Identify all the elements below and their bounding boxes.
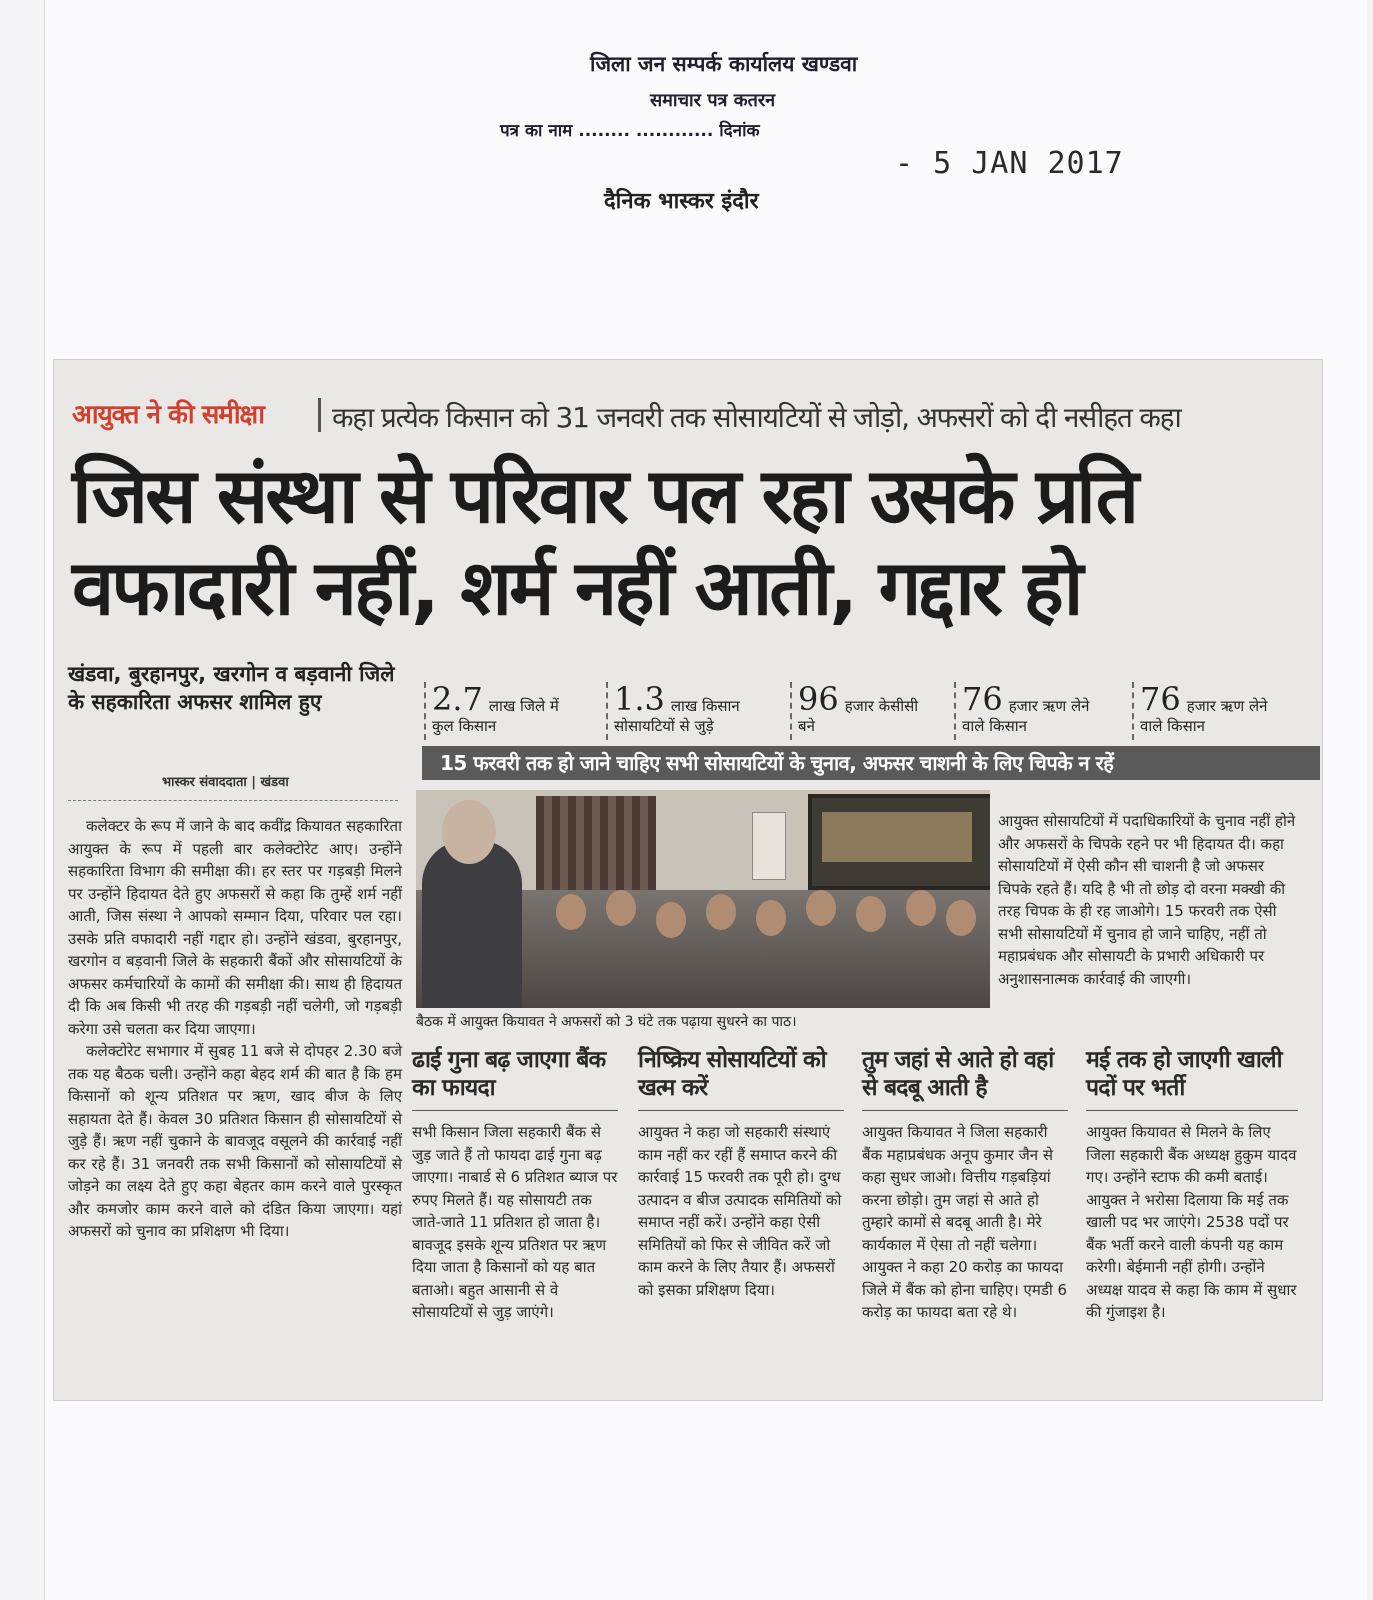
article-subhead: कहा प्रत्येक किसान को 31 जनवरी तक सोसायटियों से जोड़ो, अफसरों को दी नसीहत कहा xyxy=(332,401,1181,434)
stat-unit: लाख जिले में xyxy=(488,697,559,715)
stat-unit: हजार केसीसी xyxy=(844,697,919,715)
sub-story-heading: तुम जहां से आते हो वहां से बदबू आती है xyxy=(862,1047,1054,1101)
photo-caption: बैठक में आयुक्त कियावत ने अफसरों को 3 घंटे तक पढ़ाया सुधरने का पाठ। xyxy=(416,1014,797,1030)
stat-item xyxy=(606,682,774,740)
stat-desc: वाले किसान xyxy=(1140,717,1205,735)
audience-person xyxy=(556,894,586,930)
audience-person xyxy=(756,900,786,936)
stat-unit: लाख किसान xyxy=(670,697,740,715)
body-paragraph: कलेक्टर के रूप में जाने के बाद कवींद्र कियावत सहकारिता आयुक्त के रूप में पहली बार कलेक्टोरेट आए। उन्होंने सहकारिता विभाग की समीक्षा की। हर स्तर पर गड़बड़ी मिलने पर उन्होंने हिदायत देते हुए अफसरों से कहा कि तुम्हें शर्म नहीं आती, जिस संस्था ने आपको सम्मान दिया, परिवार पल रहा। उसके प्रति वफादारी नहीं गद्दार हो। उन्होंने खंडवा, बुरहानपुर, खरगोन व बड़वानी जिले के सहकारी बैंकों और सोसायटियों के अफसर कर्मचारियों के कामों की समीक्षा की। साथ ही हिदायत दी कि अब किसी भी तरह की गड़बड़ी नहीं चलेगी, जो गड़बड़ी करेगा उसे चलता कर दिया जाएगा। xyxy=(68,817,402,1038)
kicker-divider xyxy=(318,398,321,432)
office-stamp xyxy=(0,0,1373,230)
stat-item xyxy=(424,682,602,740)
sub-story-heading: ढाई गुना बढ़ जाएगा बैंक का फायदा xyxy=(412,1047,606,1101)
audience-person xyxy=(806,890,836,926)
audience-person xyxy=(856,896,886,932)
stat-desc: सोसायटियों से जुड़े xyxy=(614,717,714,735)
article-headline: जिस संस्था से परिवार पल रहा उसके प्रति वफादारी नहीं, शर्म नहीं आती, गद्दार हो xyxy=(72,451,1137,632)
speaker-figure xyxy=(422,840,522,1008)
photo-calendar xyxy=(752,812,786,880)
meeting-photo xyxy=(416,790,990,1008)
speaker-head xyxy=(442,800,496,864)
sub-story-rule xyxy=(412,1110,618,1111)
audience-person xyxy=(946,900,976,936)
stat-number: 1.3 xyxy=(614,680,665,718)
sub-story-text: आयुक्त कियावत से मिलने के लिए जिला सहकारी बैंक अध्यक्ष हुकुम यादव गए। उन्होंने स्टाफ की कमी बताई। आयुक्त ने भरोसा दिलाया कि मई तक खाली पद भर जाएंगे। 2538 पदों पर बैंक भर्ती करने वाली कंपनी यह काम करेगी। बेईमानी नहीं होगी। उन्होंने अध्यक्ष यादव से कहा कि काम में सुधार की गुंजाइश है। xyxy=(1086,1123,1297,1321)
stat-desc: वाले किसान xyxy=(962,717,1027,735)
sub-story-text: सभी किसान जिला सहकारी बैंक से जुड़ जाते हैं तो फायदा ढाई गुना बढ़ जाएगा। नाबार्ड से 6 प्रतिशत ब्याज पर रुपए मिलते हैं। यह सोसायटी तक जाते-जाते 11 प्रतिशत हो जाता है। बावजूद इसके शून्य प्रतिशत पर ऋण दिया जाता है किसानों को यह बात बताओ। बहुत आसानी से वे सोसायटियों से जुड़ जाएंगे। xyxy=(412,1123,618,1321)
stamp-date: - 5 JAN 2017 xyxy=(895,146,1124,181)
sub-story-text: आयुक्त ने कहा जो सहकारी संस्थाएं काम नहीं कर रहीं हैं समाप्त करने की कार्रवाई 15 फरवरी तक पूरी हो। दुग्ध उत्पादन व बीज उत्पादक समितियों को समाप्त नहीं करें। उन्होंने कहा ऐसी समितियों को फिर से जीवित करें जो काम करने के लिए तैयार हैं। अफसरों को इसका प्रशिक्षण दिया। xyxy=(638,1123,842,1299)
section-banner: 15 फरवरी तक हो जाने चाहिए सभी सोसायटियों के चुनाव, अफसर चाशनी के लिए चिपके न रहें xyxy=(422,746,1320,780)
stat-number: 2.7 xyxy=(432,680,483,718)
stat-number: 76 xyxy=(962,680,1003,718)
sub-story xyxy=(1086,1046,1298,1324)
sub-story xyxy=(862,1046,1068,1324)
stat-number: 76 xyxy=(1140,680,1181,718)
article-kicker: आयुक्त ने की समीक्षा xyxy=(72,400,264,430)
article-byline: भास्कर संवाददाता | खंडवा xyxy=(162,775,289,790)
sub-story-heading: मई तक हो जाएगी खाली पदों पर भर्ती xyxy=(1086,1047,1282,1101)
main-body xyxy=(68,815,402,1243)
photo-wall-picture xyxy=(808,794,990,890)
newspaper-clipping xyxy=(54,360,1322,1400)
byline-rule xyxy=(68,800,398,801)
sub-story-text: आयुक्त कियावत ने जिला सहकारी बैंक महाप्रबंधक अनूप कुमार जैन से कहा सुधर जाओ। वित्तीय गड़बड़ियां करना छोड़ो। तुम जहां से आते हो तुम्हारे कामों से बदबू आती है। मेरे कार्यकाल में ऐसा तो नहीं चलेगा। आयुक्त ने कहा 20 करोड़ का फायदा जिले में बैंक को होना चाहिए। एमडी 6 करोड़ का फायदा बता रहे थे। xyxy=(862,1123,1068,1321)
audience-person xyxy=(906,890,936,926)
sub-story-rule xyxy=(638,1110,844,1111)
sub-story-rule xyxy=(862,1110,1068,1111)
stat-item xyxy=(790,682,948,740)
audience-person xyxy=(706,894,736,930)
audience-person xyxy=(656,902,686,938)
stat-item xyxy=(1132,682,1310,740)
sub-story xyxy=(412,1046,618,1324)
sub-story xyxy=(638,1046,844,1301)
sub-story-heading: निष्क्रिय सोसायटियों को खत्म करें xyxy=(638,1047,826,1101)
stamp-office-name: जिला जन सम्पर्क कार्यालय खण्डवा xyxy=(590,52,858,76)
article-deck: खंडवा, बुरहानपुर, खरगोन व बड़वानी जिले के सहकारिता अफसर शामिल हुए xyxy=(68,662,395,714)
stat-unit: हजार ऋण लेने xyxy=(1008,697,1090,715)
stat-desc: कुल किसान xyxy=(432,717,497,735)
sub-story-rule xyxy=(1086,1110,1298,1111)
sidebar-story: आयुक्त सोसायटियों में पदाधिकारियों के चुनाव नहीं होने और अफसरों के चिपके रहने पर भी हिदायत दी। कहा सोसायटियों में ऐसी कौन सी चाशनी है जो अफसर चिपके रहते हैं। यदि है भी तो छोड़ दो वरना मक्खी की तरह चिपक के ही रह जाओगे। 15 फरवरी तक ऐसी सभी सोसायटियों में चुनाव हो जाने चाहिए, नहीं तो महाप्रबंधक और सोसायटी के प्रभारी अधिकारी पर अनुशासनात्मक कार्रवाई की जाएगी। xyxy=(998,812,1296,988)
stat-unit: हजार ऋण लेने xyxy=(1186,697,1268,715)
stamp-clipping-label: समाचार पत्र कतरन xyxy=(650,90,776,111)
body-paragraph: कलेक्टोरेट सभागार में सुबह 11 बजे से दोपहर 2.30 बजे तक यह बैठक चली। उन्होंने कहा बेहद शर्म की बात है कि हम किसानों को शून्य प्रतिशत पर ऋण, खाद बीज के लिए सहायता देते हैं। केवल 30 प्रतिशत किसान ही सोसायटियों से जुड़े हैं। ऋण नहीं चुकाने के बावजूद वसूलने की कार्रवाई नहीं कर रहे हैं। 31 जनवरी तक सभी किसानों को सोसायटियों से जोड़ने का लक्ष्य देते हुए कहा बेहतर काम करने वाले पुरस्कृत और कमजोर काम करने वाले को दंडित किया जाएगा। यहां अफसरों को चुनाव का प्रशिक्षण भी दिया। xyxy=(68,1042,402,1240)
audience-person xyxy=(606,890,636,926)
stamp-paper-name-line: पत्र का नाम ........ ............ दिनांक xyxy=(500,121,760,141)
stats-strip xyxy=(424,682,1322,744)
stat-number: 96 xyxy=(798,680,839,718)
stat-desc: बने xyxy=(798,717,815,735)
stat-item xyxy=(954,682,1127,740)
publication-name: दैनिक भास्कर इंदौर xyxy=(604,189,759,214)
